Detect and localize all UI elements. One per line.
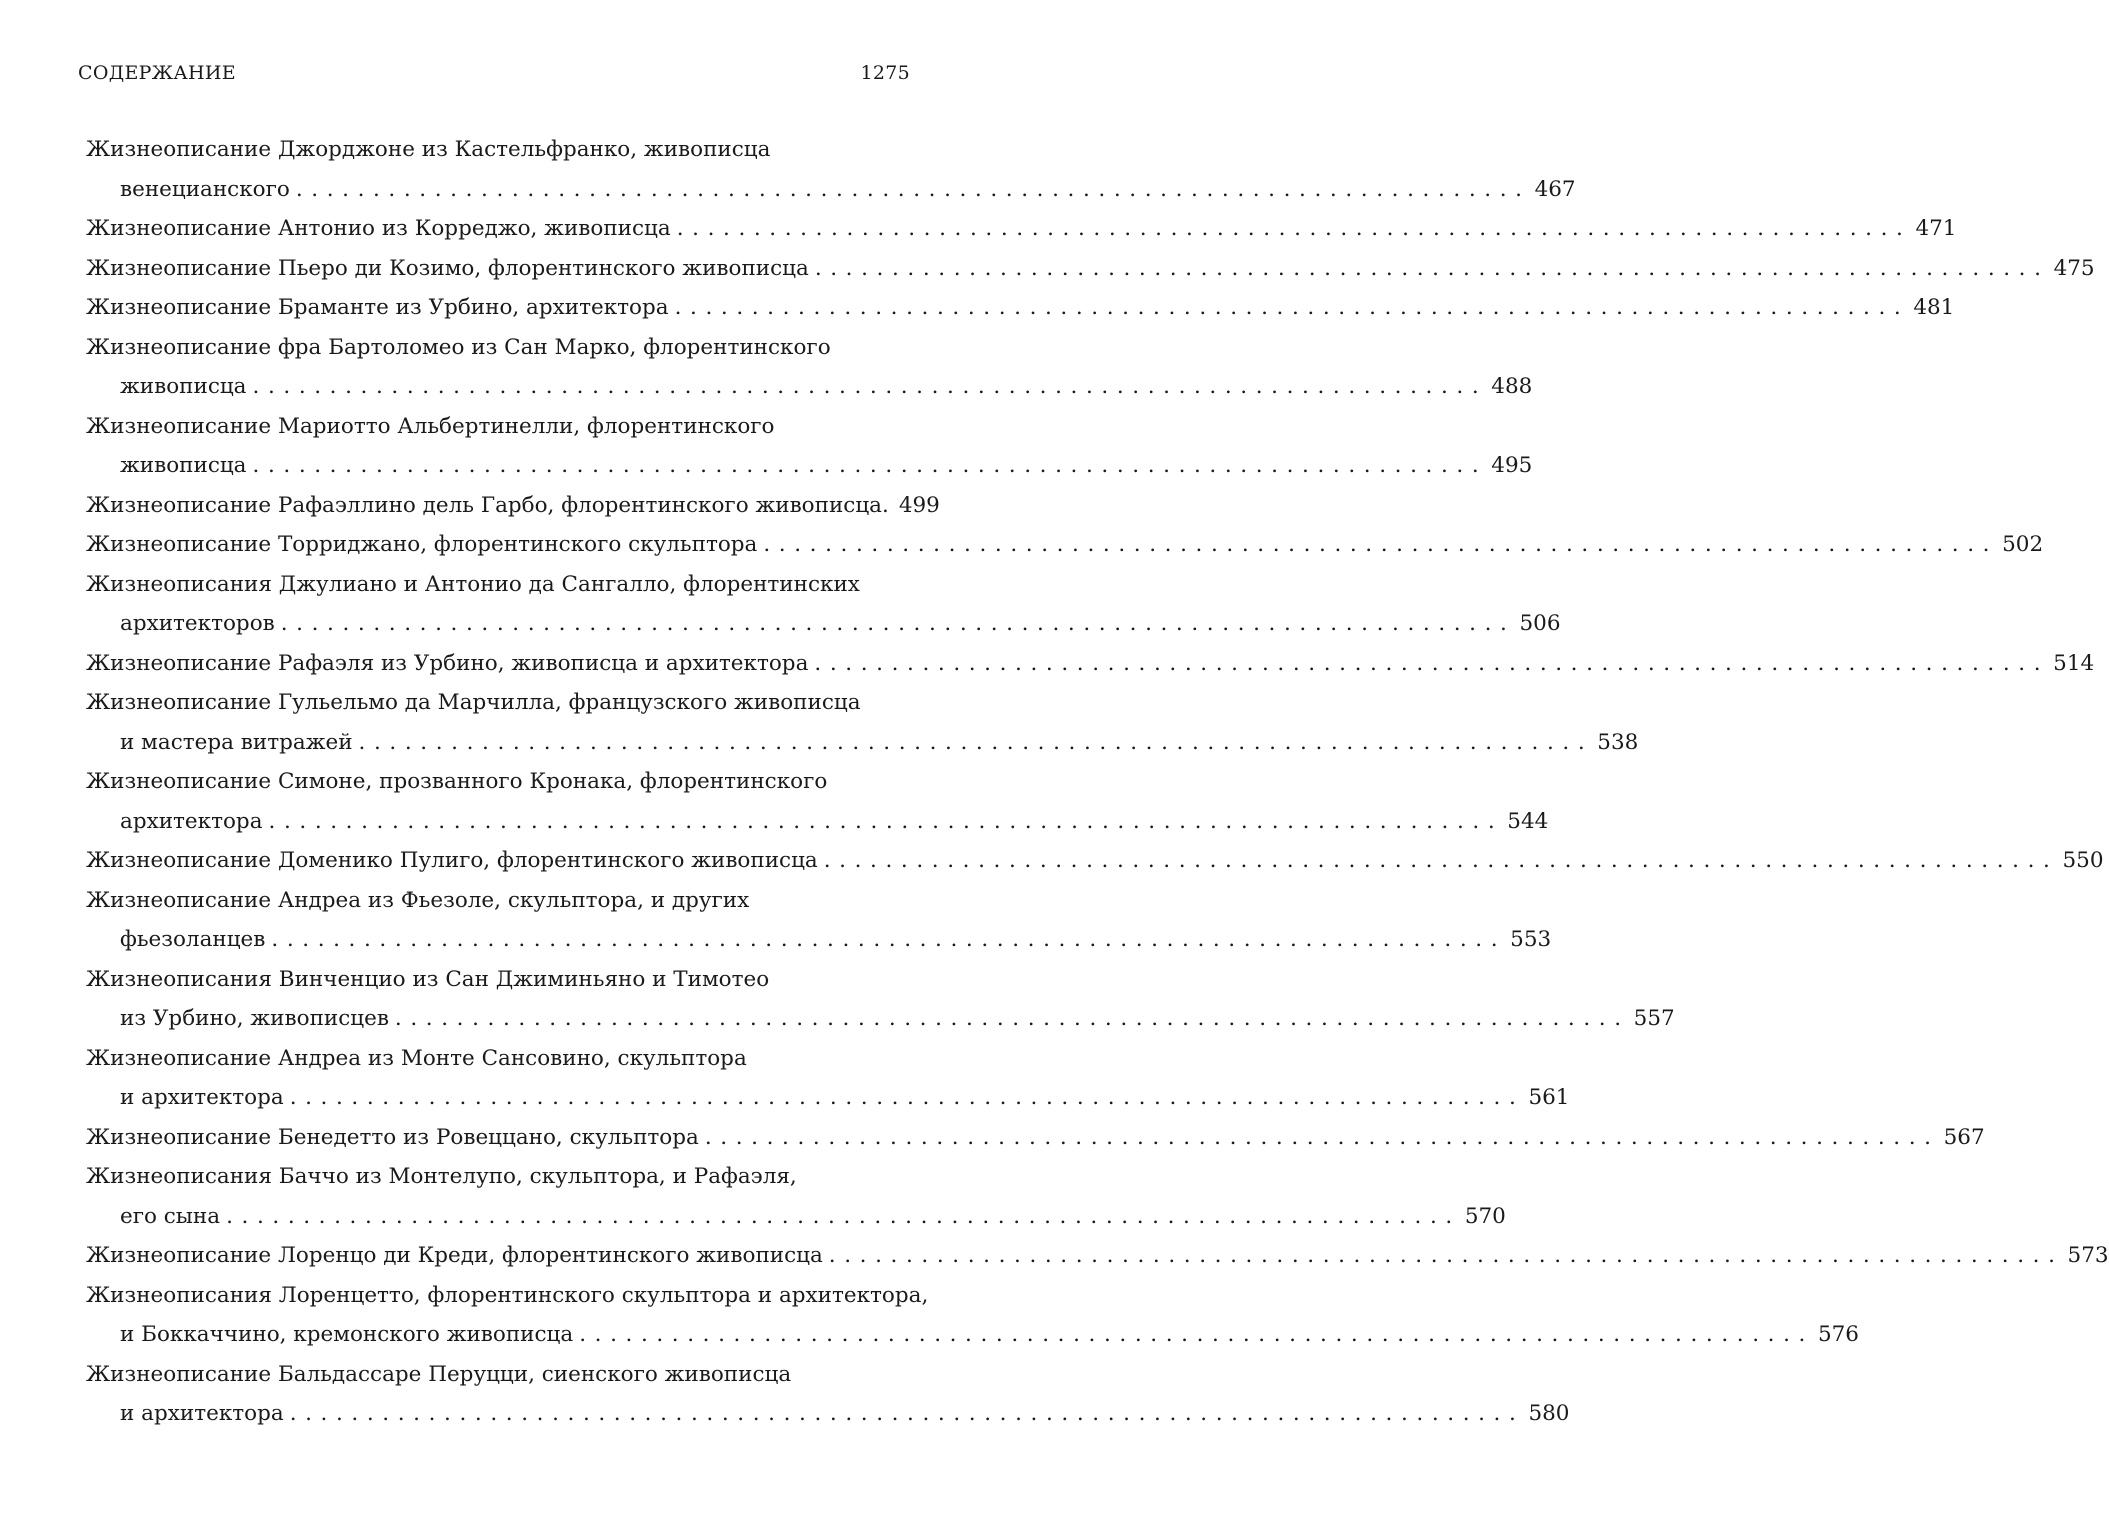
toc-entry-title: Жизнеописания Винченцио из Сан Джиминьяно и Тимотео [86,966,770,992]
toc-entry-page: 557 [1633,1006,1675,1031]
toc-entry-page: 488 [1491,374,1533,399]
toc-entry-title: живописца [120,453,247,478]
toc-entry-title: Жизнеописание Торриджано, флорентинского скульптора [86,532,758,557]
toc-entry [86,1157,1506,1236]
toc-entry [86,1118,1985,1158]
toc-entry-last-line [86,644,2095,684]
toc-entry-title: Жизнеописание Пьеро ди Козимо, флорентинского живописца [86,255,809,281]
toc-entry-page: 475 [2053,255,2095,281]
toc-entry-last-line [86,525,2044,565]
dot-leader: ................................................................................ [268,808,1504,834]
toc-entry-line [86,328,896,368]
toc-entry-title: Жизнеописание Бенедетто из Ровеццано, скульптора [86,1124,699,1150]
toc-entry [86,683,1639,762]
dot-leader: ................................................................................ [295,176,1531,202]
toc-entry-last-line [86,999,1675,1039]
toc-entry-title: фьезоланцев [120,927,266,952]
toc-entry-last-line [86,723,1639,763]
table-of-contents [86,130,2109,1434]
toc-entry-title: живописца [120,374,247,399]
dot-leader: ................................................................................ [271,927,1507,952]
toc-entry-title: Жизнеописание Доменико Пулиго, флорентинского живописца [86,848,818,873]
toc-entry-page: 570 [1464,1203,1506,1229]
toc-entry-page: 567 [1943,1124,1985,1150]
toc-entry [86,407,1533,486]
dot-leader: ................................................................................ [704,1124,1940,1150]
toc-entry [86,249,2095,289]
dot-leader: ................................................................................ [579,1322,1814,1347]
toc-entry-last-line [86,841,2104,881]
toc-entry-title: и архитектора [120,1401,284,1426]
toc-entry-title: Жизнеописание Бальдассаре Перуцци, сиенского живописца [86,1361,792,1387]
toc-entry-title: венецианского [120,176,290,202]
toc-entry-page: 550 [2062,848,2104,873]
toc-entry [86,486,940,526]
toc-entry-title: Жизнеописание фра Бартоломео из Сан Марко, флорентинского [86,334,831,360]
section-title: СОДЕРЖАНИЕ [78,62,236,84]
dot-leader: ................................................................................ [226,1203,1461,1229]
toc-entry-title: Жизнеописание Симоне, прозванного Кронака, флорентинского [86,769,828,794]
toc-entry [86,525,2044,565]
toc-entry-last-line [86,1118,1985,1158]
toc-entry-page: 553 [1510,927,1552,952]
dot-leader: ................................................................................ [814,255,2050,281]
toc-entry-page: 544 [1507,808,1549,834]
toc-entry [86,209,1957,249]
toc-entry [86,328,1533,407]
dot-leader: ................................................................................ [358,729,1594,755]
toc-entry-title: Жизнеописания Лоренцетто, флорентинского скульптора и архитектора, [86,1282,929,1308]
toc-entry-page: 506 [1519,611,1561,636]
toc-entry-last-line [86,446,1533,486]
toc-entry-last-line [86,802,1549,842]
dot-leader: ................................................................................ [674,295,1910,320]
toc-entry-page: 495 [1491,453,1533,478]
toc-entry-title: архитектора [120,808,263,834]
page-number: 1275 [860,62,910,84]
toc-entry-last-line [86,1197,1506,1237]
toc-entry [86,288,1955,328]
dot-leader: ................................................................................ [676,216,1912,241]
toc-entry-title: Жизнеописания Джулиано и Антонио да Сангалло, флорентинских [86,571,860,597]
toc-entry-page: 580 [1528,1401,1570,1426]
toc-entry-title: Жизнеописание Мариотто Альбертинелли, флорентинского [86,413,775,439]
toc-entry [86,130,1576,209]
toc-entry [86,841,2104,881]
dot-leader: ................................................................................ [823,848,2059,873]
toc-entry-last-line [86,604,1561,644]
toc-entry-line [86,565,896,605]
toc-entry-line [86,881,896,921]
dot-leader: ................................................................................ [828,1243,2064,1268]
toc-entry [86,960,1675,1039]
toc-entry-title: его сына [120,1203,221,1229]
toc-entry-title: из Урбино, живописцев [120,1006,389,1031]
toc-entry-last-line [86,1078,1570,1118]
toc-entry-title: Жизнеописание Браманте из Урбино, архитектора [86,295,669,320]
toc-entry [86,644,2095,684]
toc-entry-last-line [86,249,2095,289]
toc-entry-page: 573 [2067,1243,2109,1268]
toc-entry-line [86,960,896,1000]
toc-entry-page: 499 [898,492,940,518]
dot-leader: ................................................................................ [252,374,1488,399]
toc-entry [86,1355,1570,1434]
toc-entry-title: Жизнеописание Лоренцо ди Креди, флорентинского живописца [86,1243,823,1268]
toc-entry-title: Жизнеописание Гульельмо да Марчилла, французского живописца [86,690,861,715]
toc-entry-last-line [86,1236,2109,1276]
toc-entry-title: Жизнеописание Андреа из Фьезоле, скульптора, и других [86,887,750,913]
toc-entry-page: 576 [1817,1322,1859,1347]
toc-entry-line [86,1276,929,1316]
toc-entry-title: Жизнеописание Джорджоне из Кастельфранко, живописца [86,137,771,162]
toc-entry-page: 481 [1913,295,1955,320]
toc-entry-title: архитекторов [120,611,275,636]
toc-entry-last-line [86,1315,1859,1355]
toc-entry [86,762,1549,841]
toc-entry-page: 502 [2002,532,2044,557]
toc-entry-line [86,1355,896,1395]
toc-entry-line [86,1157,896,1197]
toc-entry-page: 471 [1915,216,1957,241]
toc-entry [86,881,1552,960]
running-header [78,62,910,98]
dot-leader: ................................................................................ [289,1401,1525,1426]
toc-entry-page: 467 [1534,176,1576,202]
toc-entry-page: 561 [1528,1085,1570,1110]
toc-entry-title: и Боккаччино, кремонского живописца [120,1322,574,1347]
toc-entry-last-line [86,920,1552,960]
toc-entry-line [86,762,896,802]
toc-entry-title: и архитектора [120,1085,284,1110]
toc-entry-last-line [86,367,1533,407]
toc-entry [86,1236,2109,1276]
toc-entry-page: 514 [2053,650,2095,676]
toc-entry-last-line [86,486,940,526]
toc-entry-title: Жизнеописание Рафаэля из Урбино, живописца и архитектора [86,650,809,676]
dot-leader: ................................................................................ [763,532,1999,557]
toc-entry-last-line [86,288,1955,328]
toc-entry-last-line [86,209,1957,249]
toc-entry-last-line [86,170,1576,210]
toc-entry-last-line [86,1394,1570,1434]
dot-leader: ................................................................................ [289,1085,1525,1110]
dot-leader: ................................................................................ [252,453,1488,478]
toc-entry [86,1276,1859,1355]
toc-entry-line [86,407,896,447]
dot-leader: ................................................................................ [280,611,1516,636]
toc-entry-page: 538 [1597,729,1639,755]
dot-leader: ................................................................................ [394,1006,1630,1031]
toc-entry-title: Жизнеописание Андреа из Монте Сансовино, скульптора [86,1045,747,1071]
toc-entry-line [86,130,896,170]
dot-leader: ................................................................................ [814,650,2050,676]
toc-entry [86,565,1561,644]
toc-entry-title: Жизнеописание Рафаэллино дель Гарбо, флорентинского живописца. [86,492,889,518]
toc-entry-line [86,1039,896,1079]
toc-entry-title: Жизнеописание Антонио из Корреджо, живописца [86,216,671,241]
toc-entry-title: и мастера витражей [120,729,353,755]
toc-entry-line [86,683,896,723]
toc-entry [86,1039,1570,1118]
toc-entry-title: Жизнеописания Баччо из Монтелупо, скульптора, и Рафаэля, [86,1164,797,1189]
